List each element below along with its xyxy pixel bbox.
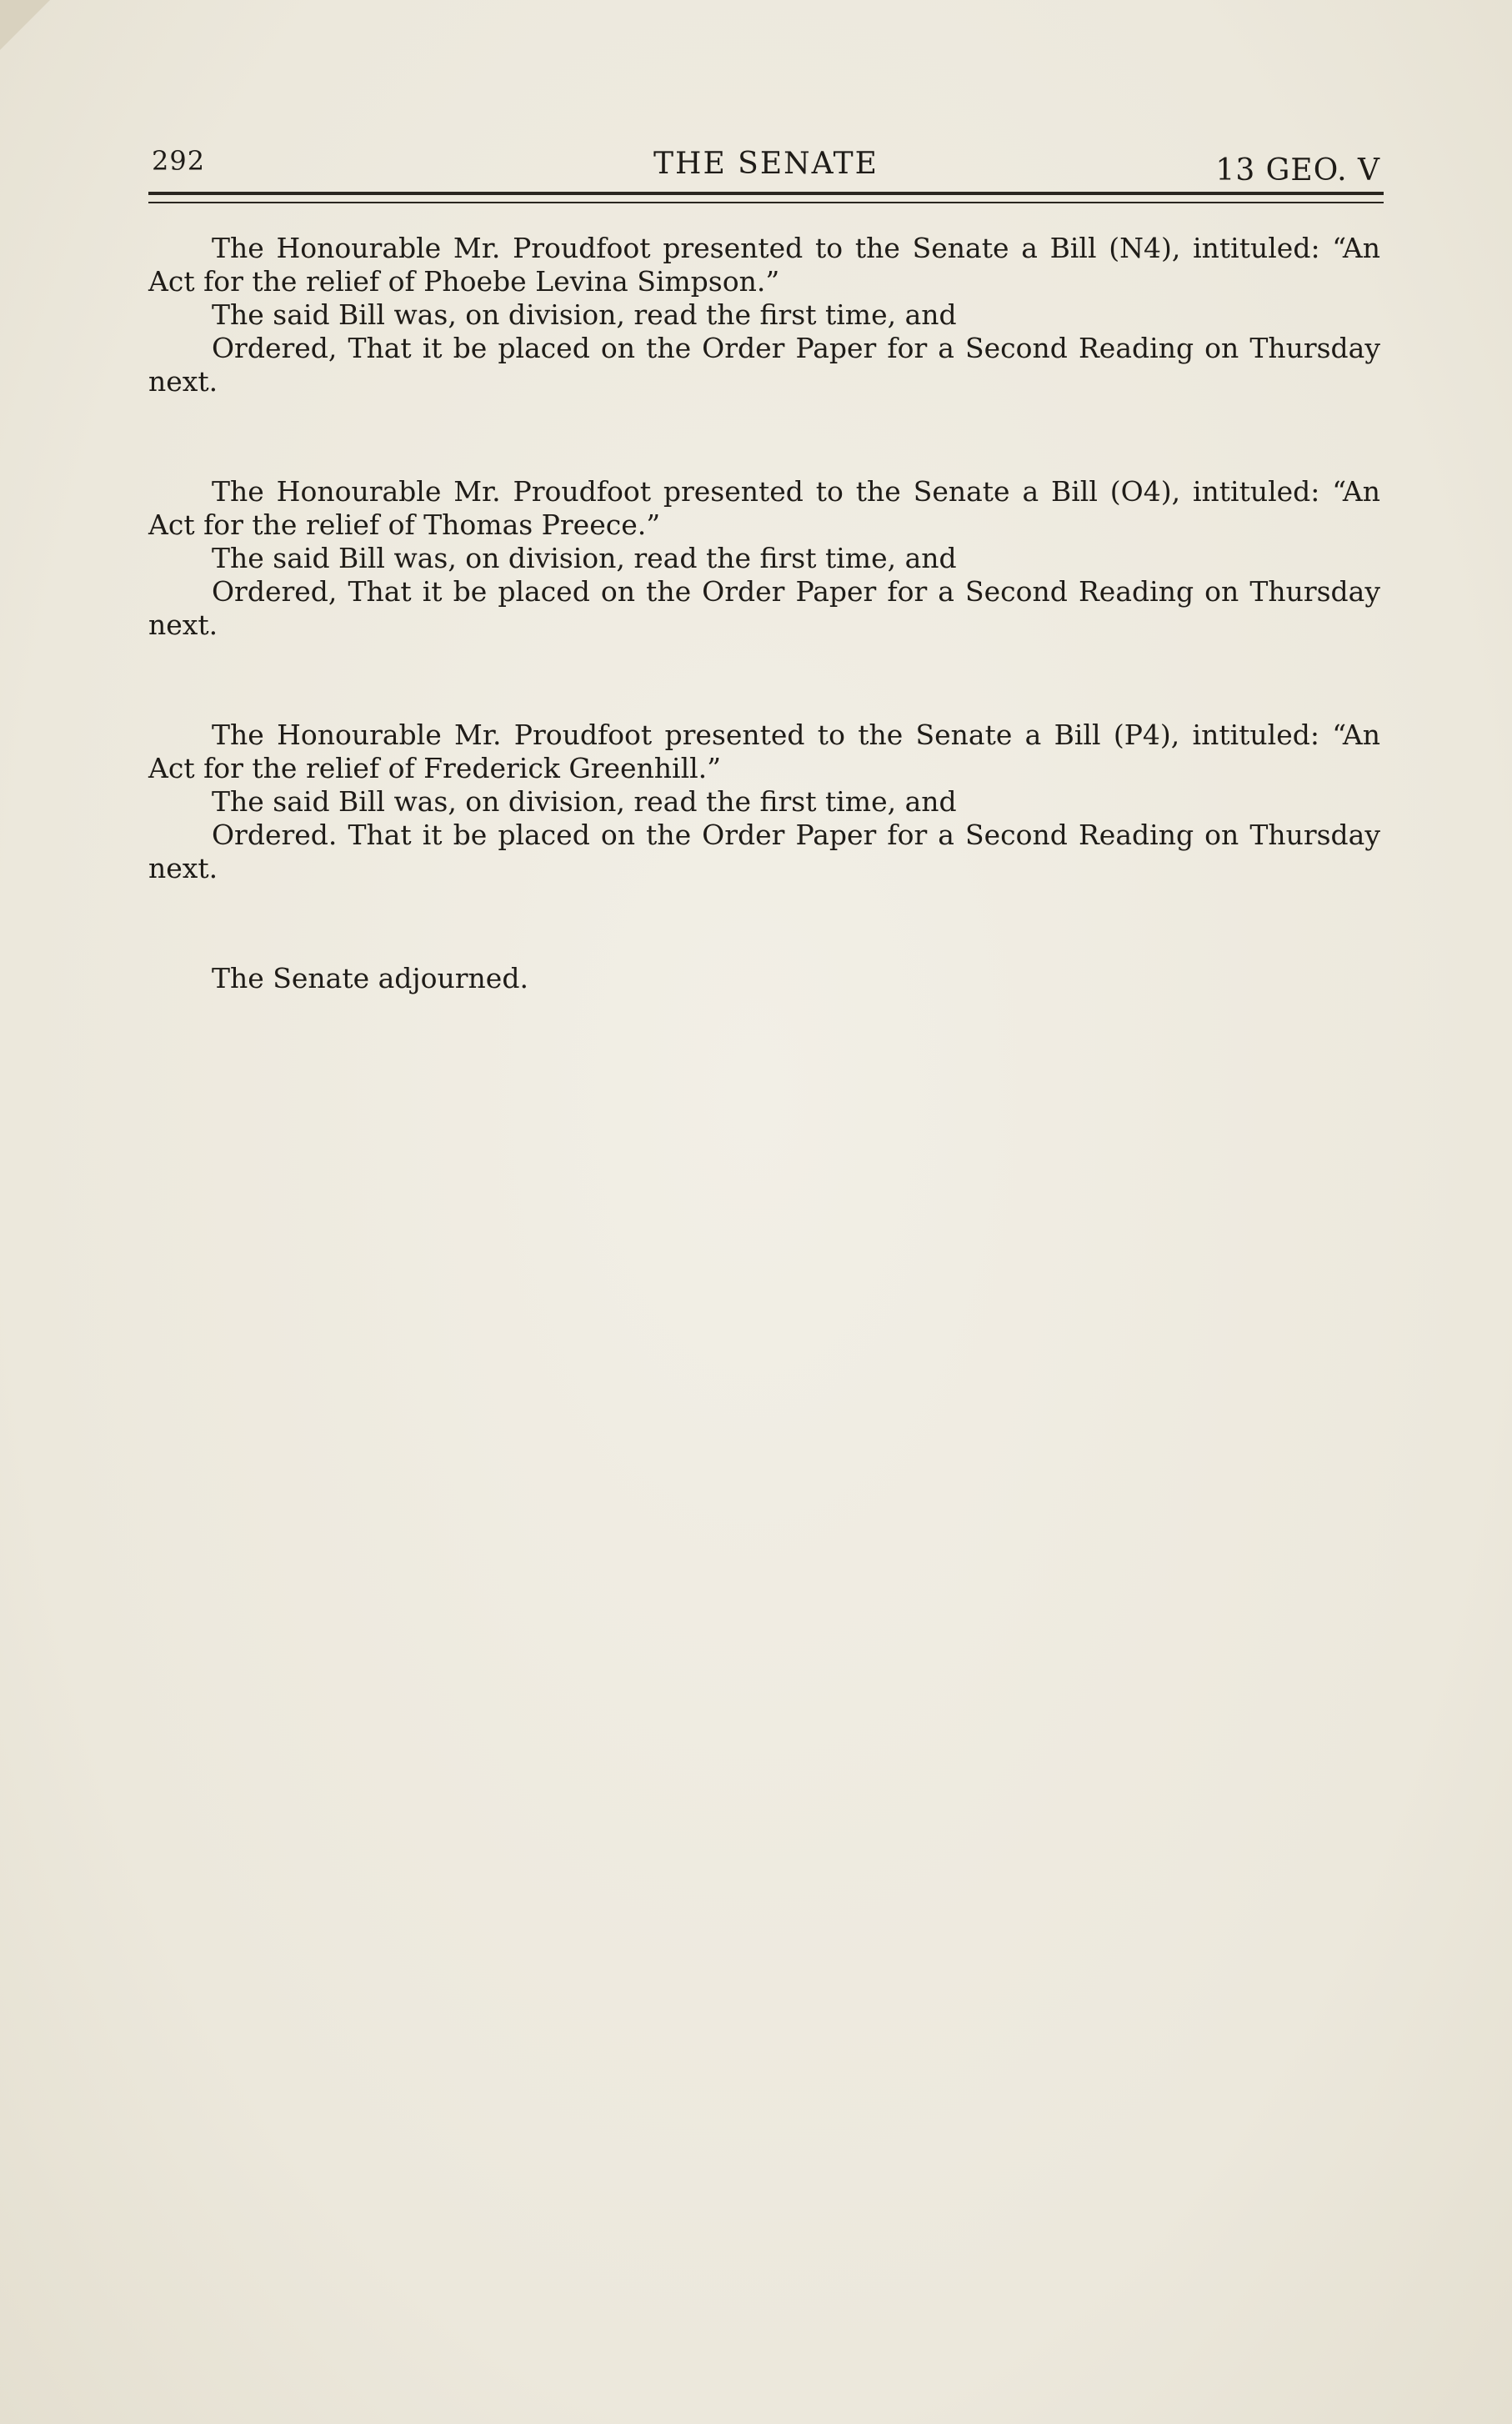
bill-presentation: The Honourable Mr. Proudfoot presented to the Senate a Bill (N4), intituled: “An Act for the relief of Phoebe Levina Simpson.” (148, 232, 1380, 298)
bill-entry-o4 (148, 475, 1380, 642)
page-header (148, 140, 1384, 190)
bill-order: Ordered. That it be placed on the Order Paper for a Second Reading on Thursday next. (148, 819, 1380, 884)
journal-body (148, 232, 1380, 995)
header-rule-thin (148, 202, 1384, 203)
bill-first-reading: The said Bill was, on division, read the first time, and (212, 298, 957, 331)
bill-order: Ordered, That it be placed on the Order Paper for a Second Reading on Thursday next. (148, 575, 1380, 641)
header-rule-thick (148, 192, 1384, 195)
bill-order: Ordered, That it be placed on the Order Paper for a Second Reading on Thursday next. (148, 332, 1380, 398)
page-number: 292 (152, 145, 206, 177)
bill-entry-n4 (148, 232, 1380, 398)
bill-first-reading: The said Bill was, on division, read the first time, and (212, 542, 957, 574)
bill-first-reading: The said Bill was, on division, read the first time, and (212, 785, 957, 818)
bill-entry-p4 (148, 719, 1380, 885)
regnal-year: 13 GEO. V (1215, 153, 1380, 188)
running-title: THE SENATE (653, 147, 879, 181)
bill-presentation: The Honourable Mr. Proudfoot presented to the Senate a Bill (P4), intituled: “An Act for the relief of Frederick Greenhill.” (148, 719, 1380, 784)
folded-corner (0, 0, 50, 50)
bill-presentation: The Honourable Mr. Proudfoot presented to the Senate a Bill (O4), intituled: “An Act for the relief of Thomas Preece.” (148, 475, 1380, 541)
adjournment-line: The Senate adjourned. (212, 962, 528, 994)
